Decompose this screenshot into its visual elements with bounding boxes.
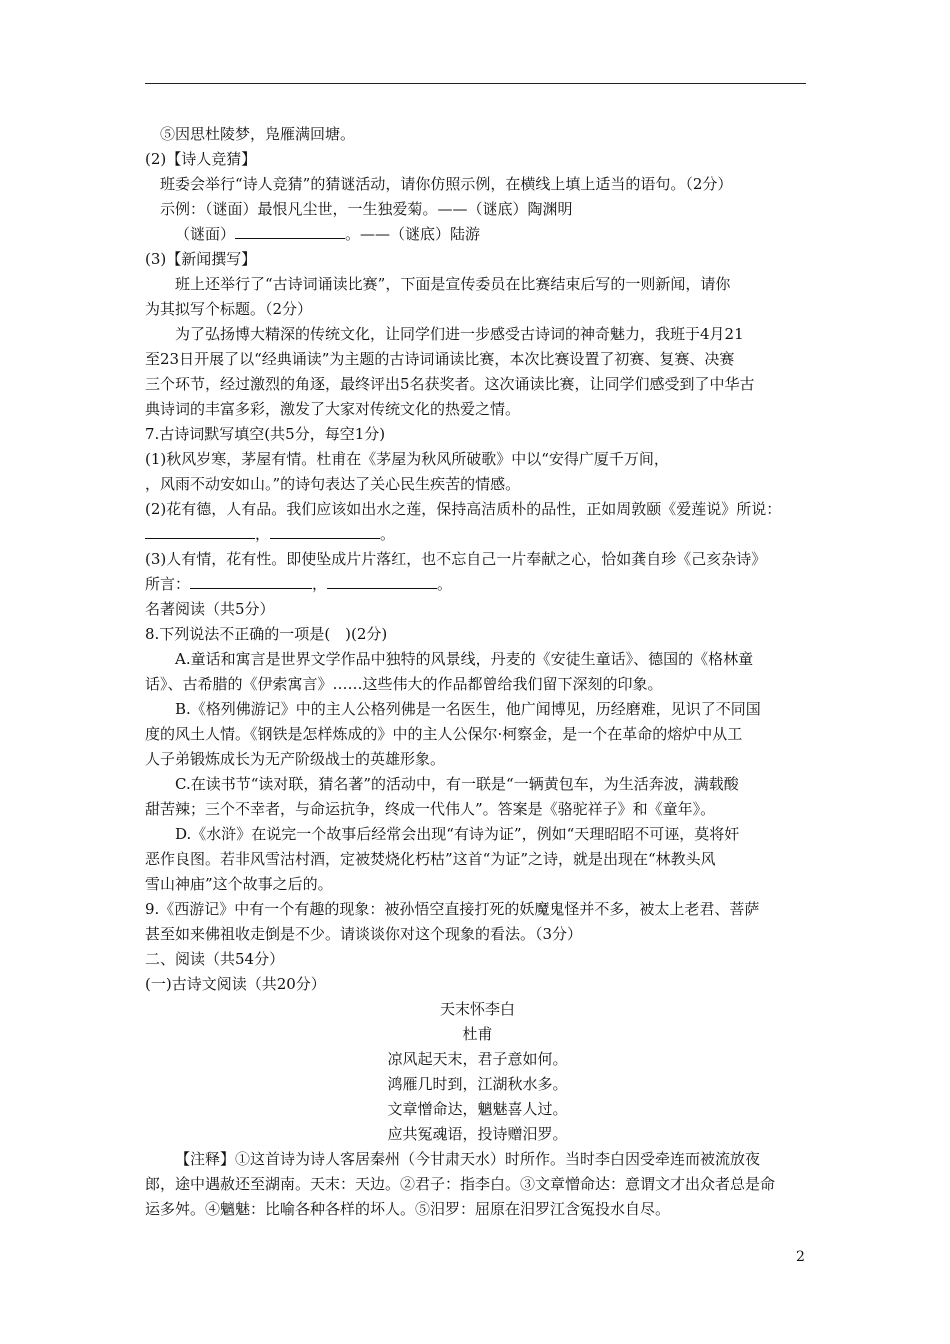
option-line: 雪山神庙”这个故事之后的。 — [145, 875, 333, 893]
option-line: A.童话和寓言是世界文学作品中独特的风景线，丹麦的《安徒生童话》、德国的《格林童 — [175, 650, 754, 668]
text-fragment: （谜面） — [175, 225, 236, 243]
option-line: 度的风土人情。《钢铁是怎样炼成的》中的主人公保尔·柯察金，是一个在革命的熔炉中从工 — [145, 725, 743, 743]
section-title: 二、阅读（共54分） — [145, 950, 285, 968]
option-line: 甜苦辣；三个不幸者，与命运抗争，终成一代伟人”。答案是《骆驼祥子》和《童年》。 — [145, 800, 716, 818]
option-line: D.《水浒》在说完一个故事后经常会出现“有诗为证”，例如“天理昭昭不可诬，莫将奸 — [175, 825, 740, 843]
poem-line: 鸿雁几时到，江湖秋水多。 — [387, 1075, 568, 1093]
text-fragment: ， — [255, 525, 271, 543]
section-title: 名著阅读（共5分） — [145, 600, 275, 618]
fill-line — [145, 522, 810, 547]
news-line: 为了弘扬博大精深的传统文化，让同学们进一步感受古诗词的神奇魅力，我班于4月21 — [175, 325, 744, 343]
question-line: 9.《西游记》中有一个有趣的现象：被孙悟空直接打死的妖魔鬼怪并不多，被太上老君、菩萨 — [145, 900, 760, 918]
option-line: C.在读书节“读对联，猜名著”的活动中，有一联是“一辆黄包车，为生活奔波，满载酸 — [175, 775, 739, 793]
text-fragment: 。 — [437, 575, 453, 593]
text-line: (3)人有情，花有性。即使坠成片片落红，也不忘自己一片奉献之心，恰如龚自珍《己亥杂诗》 — [145, 550, 767, 568]
news-line: 三个环节，经过激烈的角逐，最终评出5名获奖者。这次诵读比赛，让同学们感受到了中华古 — [145, 375, 755, 393]
question-title: 8.下列说法不正确的一项是( )(2分) — [145, 625, 388, 643]
answer-blank[interactable] — [235, 222, 345, 239]
answer-blank[interactable] — [270, 522, 380, 539]
fill-line — [145, 572, 810, 597]
text-line: ，风雨不动安如山。”的诗句表达了关心民生疾苦的情感。 — [145, 475, 521, 493]
text-line: ⑤因思杜陵梦，凫雁满回塘。 — [160, 125, 356, 143]
poem-author: 杜甫 — [462, 1025, 493, 1043]
section-title: (一)古诗文阅读（共20分） — [145, 975, 326, 993]
text-line: 为其拟写个标题。（2分） — [145, 300, 313, 318]
text-line: 示例：（谜面）最恨凡尘世，一生独爱菊。——（谜底）陶渊明 — [160, 200, 573, 218]
answer-blank[interactable] — [190, 572, 312, 589]
note-line: 运多舛。④魑魅：比喻各种各样的坏人。⑤汨罗：屈原在汨罗江含冤投水自尽。 — [145, 1200, 671, 1218]
text-line: (2)花有德，人有品。我们应该如出水之莲，保持高洁质朴的品性，正如周敦颐《爱莲说》所说： — [145, 500, 782, 518]
option-line: 恶作良图。若非风雪沽村酒，定被焚烧化朽枯”这首“为证”之诗，就是出现在“林教头风 — [145, 850, 716, 868]
note-line: 【注释】①这首诗为诗人客居秦州（今甘肃天水）时所作。当时李白因受牵连而被流放夜 — [175, 1150, 761, 1168]
question-line: 甚至如来佛祖收走倒是不少。请谈谈你对这个现象的看法。（3分） — [145, 925, 583, 943]
text-line: 班委会举行“诗人竞猜”的猜谜活动，请你仿照示例，在横线上填上适当的语句。（2分） — [160, 175, 733, 193]
page-number: 2 — [796, 1249, 805, 1265]
text-fragment: 。 — [380, 525, 396, 543]
text-line: 班上还举行了“古诗词诵读比赛”，下面是宣传委员在比赛结束后写的一则新闻，请你 — [175, 275, 731, 293]
option-line: 话》、古希腊的《伊索寓言》……这些伟大的作品都曾给我们留下深刻的印象。 — [145, 675, 663, 693]
text-fragment: 所言： — [145, 575, 191, 593]
fill-line — [145, 222, 810, 247]
question-title: (3)【新闻撰写】 — [145, 250, 257, 268]
text-line: (1)秋风岁寒，茅屋有情。杜甫在《茅屋为秋风所破歌》中以“安得广厦千万间， — [145, 450, 669, 468]
document-body — [145, 122, 810, 1222]
option-line: 人子弟锻炼成长为无产阶级战士的英雄形象。 — [145, 750, 446, 768]
text-fragment: ， — [312, 575, 328, 593]
poem-title: 天末怀李白 — [439, 1000, 515, 1018]
news-line: 典诗词的丰富多彩，激发了大家对传统文化的热爱之情。 — [145, 400, 521, 418]
answer-blank[interactable] — [327, 572, 437, 589]
question-title: (2)【诗人竞猜】 — [145, 150, 257, 168]
header-rule — [145, 83, 806, 84]
news-line: 至23日开展了以“经典诵读”为主题的古诗词诵读比赛，本次比赛设置了初赛、复赛、决赛 — [145, 350, 735, 368]
text-fragment: 。——（谜底）陆游 — [345, 225, 481, 243]
option-line: B.《格列佛游记》中的主人公格列佛是一名医生，他广闻博见，历经磨难，见识了不同国 — [175, 700, 761, 718]
poem-line: 凉风起天末，君子意如何。 — [387, 1050, 568, 1068]
poem-line: 文章憎命达，魑魅喜人过。 — [387, 1100, 568, 1118]
answer-blank[interactable] — [145, 522, 255, 539]
question-title: 7.古诗词默写填空(共5分，每空1分) — [145, 425, 386, 443]
note-line: 郎，途中遇赦还至湖南。天末：天边。②君子：指李白。③文章憎命达：意谓文才出众者总是命 — [145, 1175, 776, 1193]
poem-line: 应共冤魂语，投诗赠汨罗。 — [387, 1125, 568, 1143]
